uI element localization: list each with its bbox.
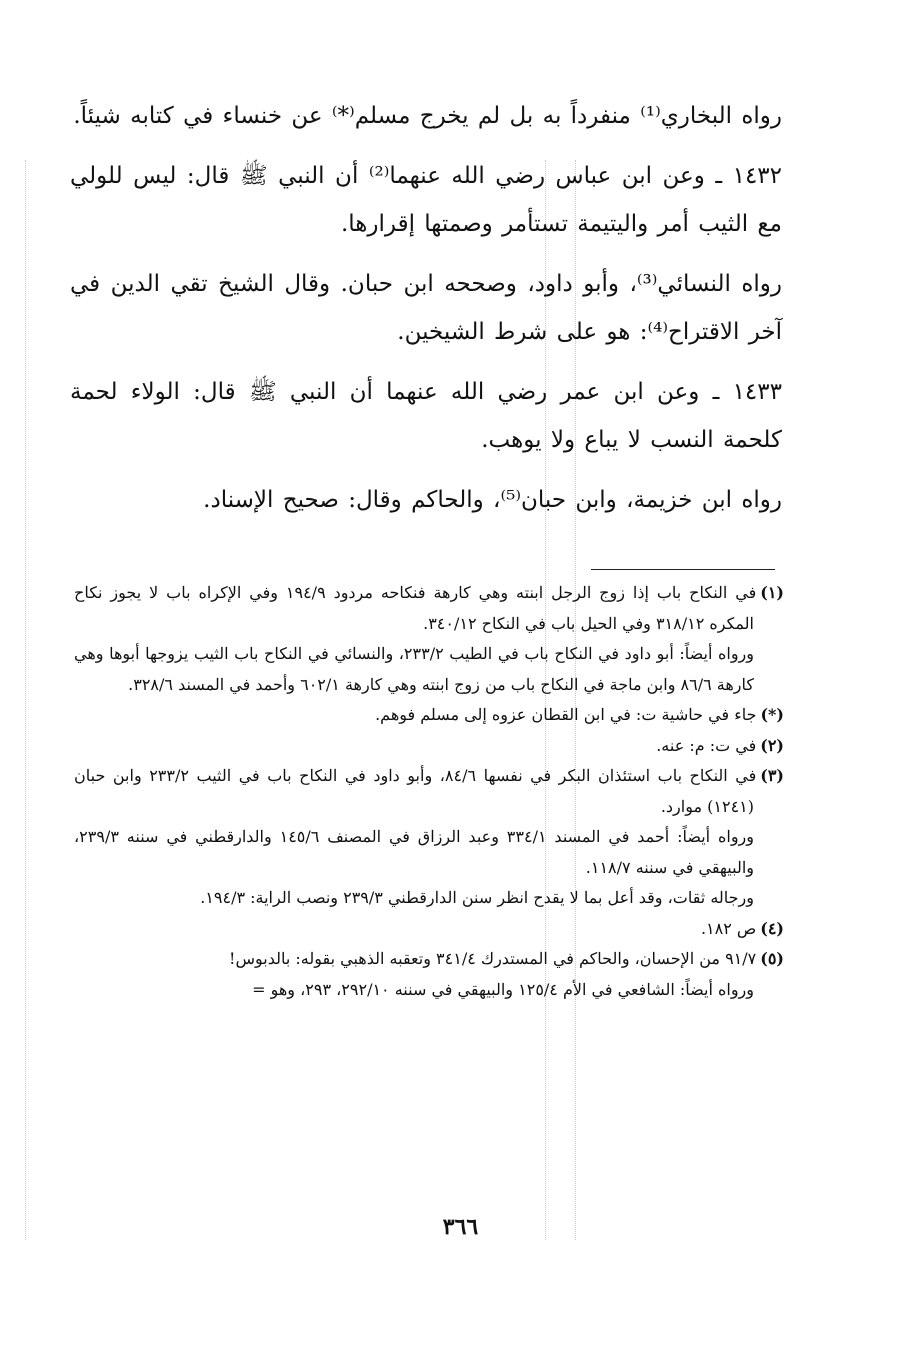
scan-artifact-line — [25, 160, 26, 1240]
footnote-3 — [74, 761, 784, 822]
footnote-text: في النكاح باب استئذان البكر في نفسها ٨٤/٦، وأبو داود في النكاح باب في الثيب ٢٣٣/٢ وابن حبان (١٢٤١) موارد. — [74, 766, 757, 816]
footnote-4 — [74, 914, 784, 945]
footnote-marker: (٥) — [760, 949, 784, 968]
footnote-text: في النكاح باب إذا زوج الرجل ابنته وهي كارهة فنكاحه مردود ١٩٤/٩ وفي الإكراه باب لا يجوز نكاح المكره ٣١٨/١٢ وفي الحيل باب في النكاح ٣٤٠/١٢. — [74, 583, 757, 633]
footnote-text: جاء في حاشية ت: في ابن القطان عزوه إلى مسلم فوهم. — [375, 705, 757, 724]
footnote-2 — [74, 731, 784, 762]
footnote-marker: (٢) — [760, 735, 784, 755]
hadith-1432: ١٤٣٢ ـ وعن ابن عباس رضي الله عنهما⁽²⁾ أن النبي ﷺ قال: ليس للولي مع الثيب أمر واليتيمة تستأمر وصمتها إقرارها. — [70, 163, 783, 237]
paragraph-narration-nasai: رواه النسائي⁽³⁾، وأبو داود، وصححه ابن حبان. وقال الشيخ تقي الدين في آخر الاقتراح⁽⁴⁾: هو على شرط الشيخين. — [70, 271, 782, 345]
footnote-3-continued: ورجاله ثقات، وقد أعل بما لا يقدح انظر سنن الدارقطني ٢٣٩/٣ ونصب الراية: ١٩٤/٣. — [200, 888, 754, 907]
footnote-marker: (٣) — [760, 766, 784, 785]
hadith-1433: ١٤٣٣ ـ وعن ابن عمر رضي الله عنهما أن النبي ﷺ قال: الولاء لحمة كلحمة النسب لا يباع ولا يوهب. — [70, 379, 782, 453]
footnote-5-continued: ورواه أيضاً: الشافعي في الأم ١٢٥/٤ والبيهقي في سننه ٢٩٢/١٠، ٢٩٣، وهو = — [252, 979, 754, 999]
footnote-1-continued: ورواه أيضاً: أبو داود في النكاح باب في الطيب ٢٣٣/٢، والنسائي في النكاح باب الثيب يزوجها أبوها وهي كارهة ٨٦/٦ وابن ماجة في النكاح باب من زوج ابنته وهي كارهة ٦٠٢/١ وأحمد في المسند ٣٢٨/٦. — [74, 644, 754, 694]
footnote-text: في ت: م: عنه. — [656, 735, 757, 755]
main-text — [70, 92, 782, 536]
page-number: ٣٦٦ — [442, 1214, 479, 1240]
footnote-marker: (*) — [760, 705, 784, 724]
footnote-5 — [74, 944, 784, 975]
footnote-star — [74, 700, 784, 731]
footnote-text: ص ١٨٢. — [700, 918, 757, 938]
footnote-1 — [74, 578, 784, 639]
footnote-text: ٩١/٧ من الإحسان، والحاكم في المستدرك ٣٤١/٤ وتعقبه الذهبي بقوله: بالدبوس! — [229, 949, 757, 968]
paragraph-narration-bukhari: رواه البخاري⁽¹⁾ منفرداً به بل لم يخرج مسلم⁽*⁾ عن خنساء في كتابه شيئاً. — [73, 103, 782, 129]
footnotes — [74, 578, 784, 1005]
footnote-separator — [591, 569, 775, 570]
footnote-3-continued: ورواه أيضاً: أحمد في المسند ٣٣٤/١ وعبد الرزاق في المصنف ١٤٥/٦ والدارقطني في سننه ٢٣٩/٣، والبيهقي في سننه ١١٨/٧. — [74, 827, 755, 877]
footnote-marker: (١) — [760, 583, 784, 602]
paragraph-narration-ibn-khuzayma: رواه ابن خزيمة، وابن حبان⁽⁵⁾، والحاكم وقال: صحيح الإسناد. — [203, 487, 782, 513]
footnote-marker: (٤) — [760, 918, 784, 938]
